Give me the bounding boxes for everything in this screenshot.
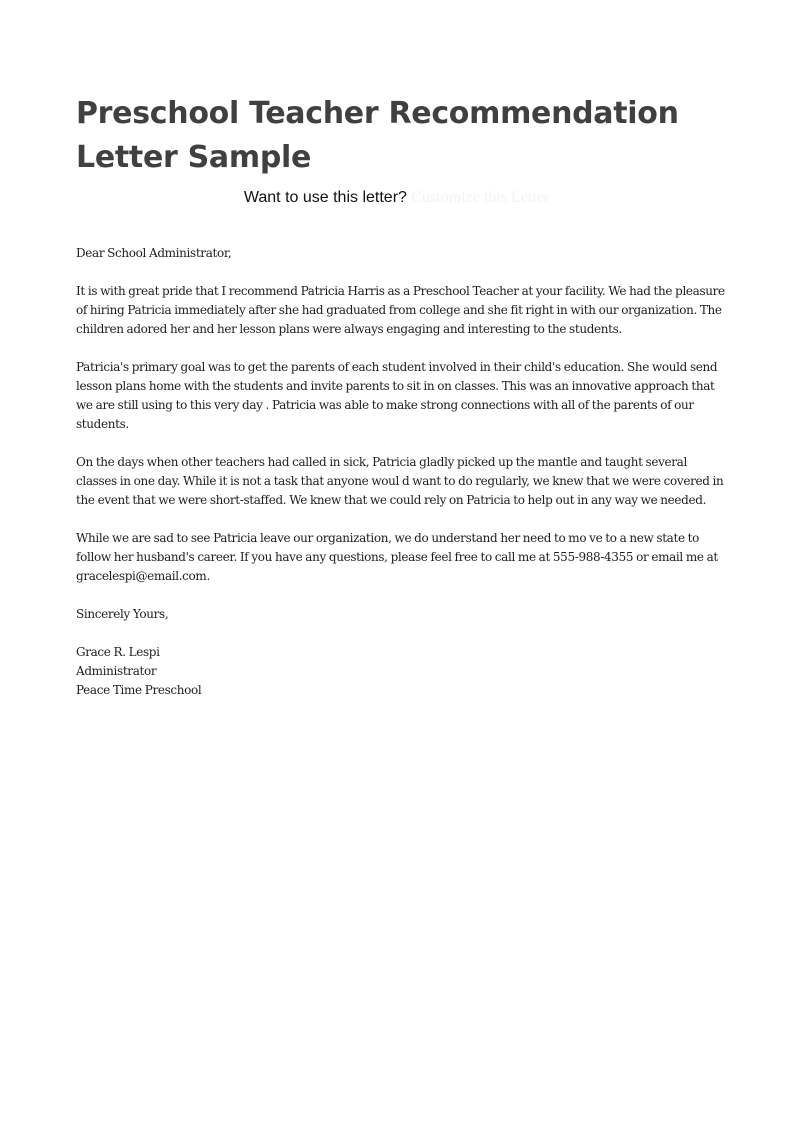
letter-salutation: Dear School Administrator,: [76, 246, 232, 260]
signature-position: Administrator: [76, 664, 157, 678]
letter-body: [76, 244, 726, 719]
signature-name: Grace R. Lespi: [76, 645, 160, 659]
customize-letter-link[interactable]: Customize this Letter: [411, 189, 550, 206]
signature-organization: Peace Time Preschool: [76, 683, 202, 697]
customize-prompt-text: Want to use this letter?: [243, 189, 407, 206]
letter-signature-block: [76, 643, 726, 700]
letter-closing: Sincerely Yours,: [76, 607, 169, 621]
letter-paragraph-3: On the days when other teachers had called in sick, Patricia gladly picked up the mantle and taught several classes in one day. While it is not a task that anyone woul d want to do regularly, we knew that we were covered in the event that we were short-staffed. We knew that we could rely on Patricia to help out in any way we needed.: [76, 455, 724, 507]
letter-paragraph-2: Patricia's primary goal was to get the parents of each student involved in their child's education. She would send lesson plans home with the students and invite parents to sit in on classes. This was an innovative approach that we are still using to this very day . Patricia was able to make strong connections with all of the parents of our students.: [76, 360, 718, 431]
letter-paragraph-1: It is with great pride that I recommend Patricia Harris as a Preschool Teacher at your facility. We had the pleasure of hiring Patricia immediately after she had graduated from college and she fit right in with our organization. The children adored her and her lesson plans were always engaging and interesting to the students.: [76, 284, 725, 336]
letter-paragraph-4: While we are sad to see Patricia leave our organization, we do understand her need to mo ve to a new state to follow her husband's career. If you have any questions, please feel free to call me at 555-988-4355 or email me at gracelespi@email.com.: [76, 531, 718, 583]
document-title: Preschool Teacher Recommendation Letter Sample: [76, 96, 679, 175]
customize-prompt: [0, 187, 793, 209]
